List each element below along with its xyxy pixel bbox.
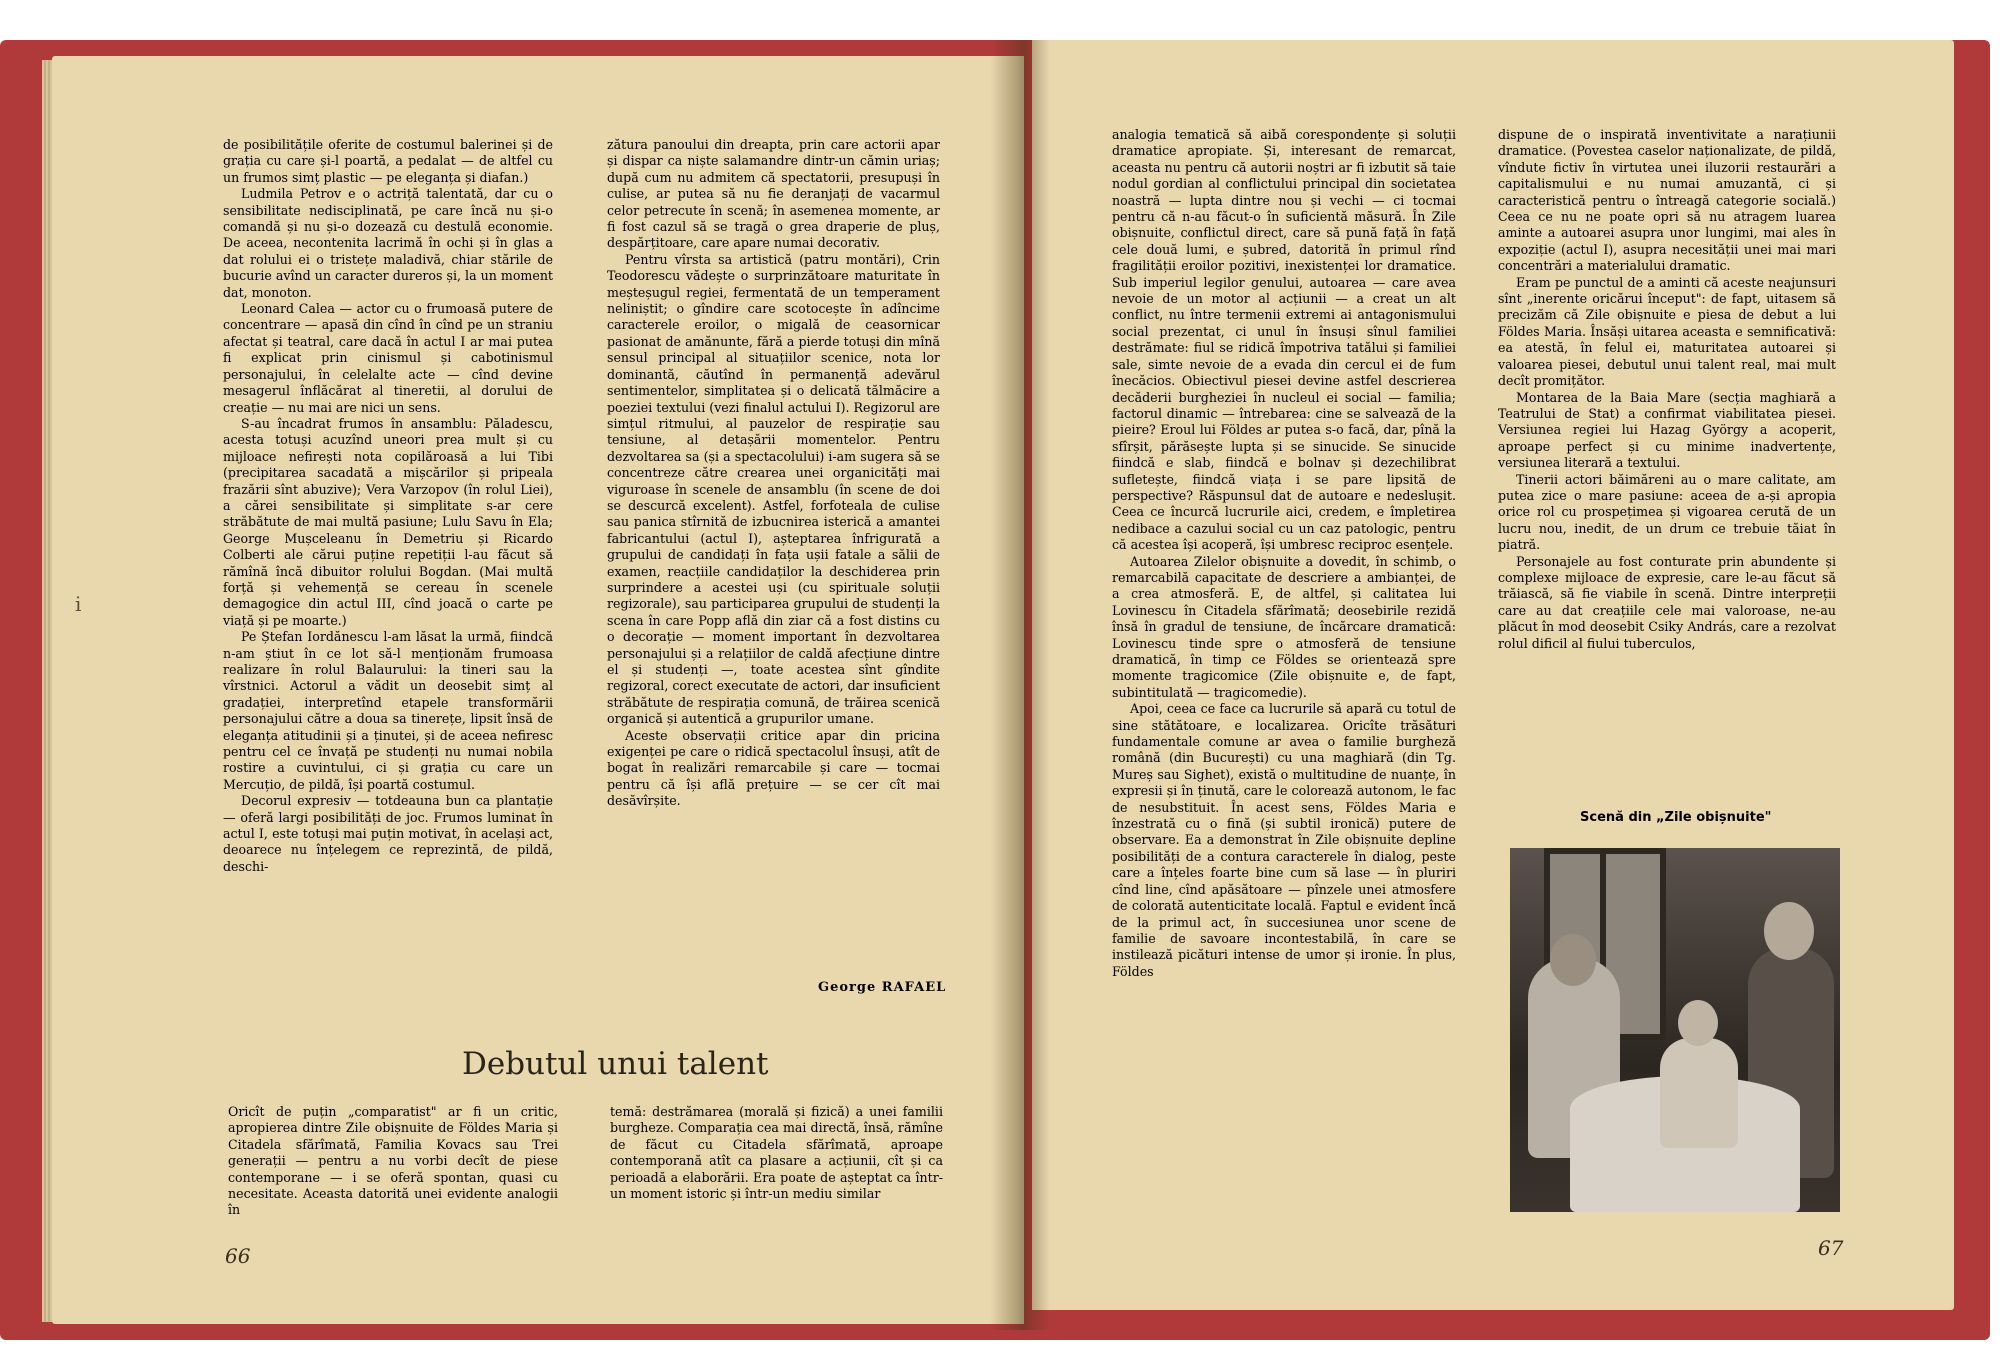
photo-figure-center bbox=[1660, 1038, 1738, 1148]
paragraph: Oricît de puțin „comparatist" ar fi un critic, apropierea dintre Zile obișnuite de Földes Maria și Citadela sfărîmată, Familia Kovacs sau Trei generații — pentru a nu vorbi decît de piese contemporane — i se oferă spontan, quasi cu necesitate. Aceasta datorită unei evidente analogii în bbox=[228, 1104, 558, 1218]
photo-figure-left-head bbox=[1550, 934, 1596, 986]
left-col-3 bbox=[228, 1104, 558, 1219]
gutter bbox=[990, 40, 1050, 1330]
paragraph: Ludmila Petrov e o actriță talentată, dar cu o sensibilitate nedisciplinată, pe care încă nu și-o comandă și nu și-o dozează cu destulă economie. De aceea, necontenita lacrimă în ochi și în glas a dat rolului ei o tristețe maladivă, chiar stările de bucurie avînd un caracter dureros și, la un moment dat, monoton. bbox=[223, 186, 553, 300]
photo-figure-right-head bbox=[1764, 902, 1814, 960]
paragraph: Eram pe punctul de a aminti că aceste neajunsuri sînt „inerente oricărui început": de fapt, uitasem să precizăm că Zile obișnuite e piesa de debut a lui Földes Maria. Însăși uitarea aceasta e semnificativă: ea atestă, în felul ei, maturitatea autoarei și valoarea piesei, debutul unui talent real, mai mult decît promițător. bbox=[1498, 274, 1836, 389]
section-title: Debutul unui talent bbox=[462, 1046, 769, 1082]
paragraph: Autoarea Zilelor obișnuite a dovedit, în schimb, o remarcabilă capacitate de descriere a ambianței, de a crea atmosferă. E, de altfel, și calitatea lui Lovinescu în Citadela sfărîmată; deosebirile rezidă însă în gradul de tensiune, de încărcare dramatică: Lovinescu tinde spre o atmosferă de tensiune dramatică, în timp ce Földes se orientează spre momente tragicomice (Zile obișnuite e, de fapt, subintitulată — tragicomedie). bbox=[1112, 553, 1456, 700]
left-col-4 bbox=[610, 1104, 943, 1202]
paragraph: Aceste observații critice apar din pricina exigenței pe care o ridică spectacolul însuși, atît de bogat în realizări remarcabile și care — tocmai pentru că își află prețuire — se cer cît mai desăvîrșite. bbox=[607, 727, 940, 809]
paragraph: Leonard Calea — actor cu o frumoasă putere de concentrare — apasă din cînd în cînd pe un straniu afectat și teatral, care dacă în actul I ar mai putea fi explicat prin cinismul și cabotinismul personajului, în celelalte acte — cînd devine mesagerul înflăcărat al tineretii, al dorului de creație — nu mai are nici un sens. bbox=[223, 301, 553, 415]
left-col-2 bbox=[607, 137, 940, 810]
left-col-1 bbox=[223, 137, 553, 875]
paragraph: Decorul expresiv — totdeauna bun ca plantație — oferă largi posibilități de joc. Frumos luminat în actul I, este totuși mai puțin motivat, în același act, deoarece nu înțelegem ce reprezintă, de pildă, deschi- bbox=[223, 793, 553, 874]
page-number-left: 66 bbox=[225, 1244, 251, 1268]
page-number-right: 67 bbox=[1818, 1236, 1844, 1260]
photo-caption: Scenă din „Zile obișnuite" bbox=[1580, 810, 1772, 825]
paragraph: temă: destrămarea (morală și fizică) a unei familii burgheze. Comparația cea mai directă, însă, rămîne de făcut cu Citadela sfărîmată, aproape contemporană atît ca plasare a acțiunii, cît și ca perioadă a elaborării. Era poate de așteptat ca într-un moment istoric și într-un mediu similar bbox=[610, 1104, 943, 1202]
paragraph: analogia tematică să aibă corespondențe și soluții dramatice apropiate. Și, interesant de remarcat, aceasta nu pentru că autorii noștri ar fi izbutit să taie nodul gordian al conflictului principal din societatea noastră — lupta dintre nou și vechi — ci tocmai pentru că n-au făcut-o în suficientă măsură. În Zile obișnuite, conflictul direct, care să pună față în față cele două lumi, e șubred, datorită în primul rînd fragilității eroilor pozitivi, inexistenței lor dramatice. Sub imperiul legilor genului, autoarea — care avea nevoie de un motor al acțiunii — a creat un alt conflict, nu între termenii extremi ai antagonismului social prezentat, ci unul în însuși sînul familiei destrămate: fiul se ridică împotriva tatălui și familiei sale, simte nevoie de a evada din cercul ei de fum înecăcios. Obiectivul piesei devine astfel descrierea decăderii burgheziei în nucleul ei social — familia; factorul dinamic — întrebarea: cine se salvează de la pieire? Eroul lui Földes ar putea s-o facă, dar, pînă la sfîrșit, părăsește lupta și se sinucide. Se sinucide fiindcă e slab, fiindcă e bolnav și dezechilibrat sufletește, fiindcă viața i se pare lipsită de perspective? Răspunsul dat de autoare e nedeslușit. Ceea ce încurcă lucrurile aici, credem, e împletirea nedibace a cazului social cu un caz patologic, pentru că acestea își acoperă, își umbresc reciproc esențele. bbox=[1112, 127, 1456, 553]
paragraph: Pe Ștefan Iordănescu l-am lăsat la urmă, fiindcă n-am știut în ce lot să-l menționăm frumoasa realizare în rolul Balaurului: la tineri sau la vîrstnici. Actorul a vădit un deosebit simț al gradației, interpretînd etapele transformării personajului către a doua sa tinerețe, lipsit însă de eleganța atitudinii și a ținutei, și de aceea nefiresc pentru cel ce învață pe studenți nu numai nobila rostire a cuvintului, ci și grația cu care un Mercuțio, de pildă, își poartă costumul. bbox=[223, 629, 553, 792]
ink-smudge: ⅰ bbox=[75, 592, 82, 616]
right-col-1 bbox=[1112, 127, 1456, 980]
paragraph: de posibilitățile oferite de costumul balerinei și de grația cu care și-l poartă, a pedalat — de altfel cu un frumos simț plastic — pe eleganța și diafan.) bbox=[223, 137, 553, 185]
author-signature: George RAFAEL bbox=[818, 980, 947, 995]
paragraph: Pentru vîrsta sa artistică (patru montări), Crin Teodorescu vădește o surprinzătoare maturitate în meșteșugul regiei, fermentată de un temperament neliniștit; o gîndire care scotocește în adîncime caracterele eroilor, o migală de ceasornicar pasionat de amănunte, fără a pierde totuși din mînă sensul principal al situațiilor scenice, nota lor dominantă, căutînd în permanență adevărul sentimentelor, simplitatea și o delicată tălmăcire a poeziei textului (vezi finalul actului I). Regizorul are simțul ritmului, al pauzelor de respirație sau tensiune, al detașării momentelor. Pentru dezvoltarea sa (și a spectacolului) i-am sugera să se concentreze către crearea unei organicități mai viguroase în scenele de ansamblu (în scene de doi se descurcă excelent). Astfel, forfoteala de culise sau panica stîrnită de izbucnirea isterică a amantei fabricantului (actul I), așteptarea înfrigurată a grupului de candidați în fața ușii fatale a sălii de examen, reacțiile candidaților la deschiderea prin surprindere a acestei uși (cu spirituale soluții regizorale), sau participarea grupului de studenți la scena în care Popp află din ziar că a fost distins cu o decorație — moment important în dezvoltarea personajului și a relațiilor de caldă afecțiune dintre el și studenți —, toate acestea sînt gîndite regizoral, corect executate de actori, dar insuficient străbătute de respirația comună, de trăirea scenică organică și autentică a grupurilor umane. bbox=[607, 251, 941, 727]
scene-photo bbox=[1510, 848, 1840, 1212]
right-col-2 bbox=[1498, 127, 1836, 652]
paragraph: Montarea de la Baia Mare (secția maghiară a Teatrului de Stat) a confirmat viabilitatea piesei. Versiunea regiei lui Hazag György a acoperit, aproape perfect și cu minime inadvertențe, versiunea literară a textului. bbox=[1498, 389, 1836, 471]
paragraph: S-au încadrat frumos în ansamblu: Păladescu, acesta totuși acuzînd uneori prea mult și cu mijloace nefirești nota copilăroasă a lui Tibi (precipitarea sacadată a mișcărilor și pripeala frazării sînt abuzive); Vera Varzopov (în rolul Liei), a cărei sensibilitate și simplitate s-ar cere străbătute de mai multă pasiune; Lulu Savu în Ela; George Mușceleanu în Demetriu și Ricardo Colberti ale cărui puține repetiții l-au făcut să rămînă încă dibuitor rolului Bogdan. (Mai multă forță și vehemență se cereau în scenele demagogice din actul III, cînd joacă o carte pe viață și pe moarte.) bbox=[223, 415, 553, 628]
photo-figure-center-head bbox=[1678, 1000, 1718, 1046]
paragraph: Tinerii actori băimăreni au o mare calitate, am putea zice o mare pasiune: aceea de a-și apropia orice rol cu prospețimea și vigoarea cerută de un lucru nou, inedit, de un drum ce trebuie tăiat în piatră. bbox=[1498, 471, 1836, 553]
paragraph: Personajele au fost conturate prin abundente și complexe mijloace de expresie, care le-au făcut să trăiască, să fie viabile în scenă. Dintre interpreții care au dat creațiile cele mai valoroase, ne-au plăcut în mod deosebit Csiky András, care a rezolvat rolul dificil al fiului tuberculos, bbox=[1498, 553, 1836, 651]
paragraph: Apoi, ceea ce face ca lucrurile să apară cu totul de sine stătătoare, e localizarea. Oricîte trăsături fundamentale comune ar avea o familie burgheză română (din București) cu una maghiară (din Tg. Mureș sau Sighet), există o multitudine de nuanțe, în expresii și în ținută, care le colorează autonom, le fac de nesubstituit. În acest sens, Földes Maria e înzestrată cu o fină (și subtil ironică) putere de observare. Ea a demonstrat în Zile obișnuite depline posibilități de a contura caracterele în dialog, peste care a înțeles foarte bine cum să lase — în pluriri cînd line, cînd apăsătoare — pînzele unei atmosfere de colorată autenticitate locală. Faptul e evident încă de la primul act, în succesiunea unor scene de familie de savoare incontestabilă, în care se instilează picături intense de umor și ironie. În plus, Földes bbox=[1112, 701, 1456, 979]
paragraph: zătura panoului din dreapta, prin care actorii apar și dispar ca niște salamandre dintr-un cămin uriaș; după cum nu admitem că spectatorii, presupuși în culise, ar putea să nu fie deranjați de vacarmul celor petrecute în scenă; în asemenea momente, ar fi fost cazul să se tragă o grea draperie de pluș, despărțitoare, care apare numai decorativ. bbox=[607, 137, 940, 251]
paragraph: dispune de o inspirată inventivitate a narațiunii dramatice. (Povestea caselor naționalizate, de pildă, vîndute fictiv în virtutea unei iluzorii restaurări a capitalismului e nu numai amuzantă, ci și caracteristică pentru o întreagă categorie socială.) Ceea ce nu ne poate opri să nu atragem luarea aminte a autoarei asupra unor lungimi, mai ales în expoziție (actul I), asupra necesității unei mai mari concentrări a materialului dramatic. bbox=[1498, 127, 1836, 274]
